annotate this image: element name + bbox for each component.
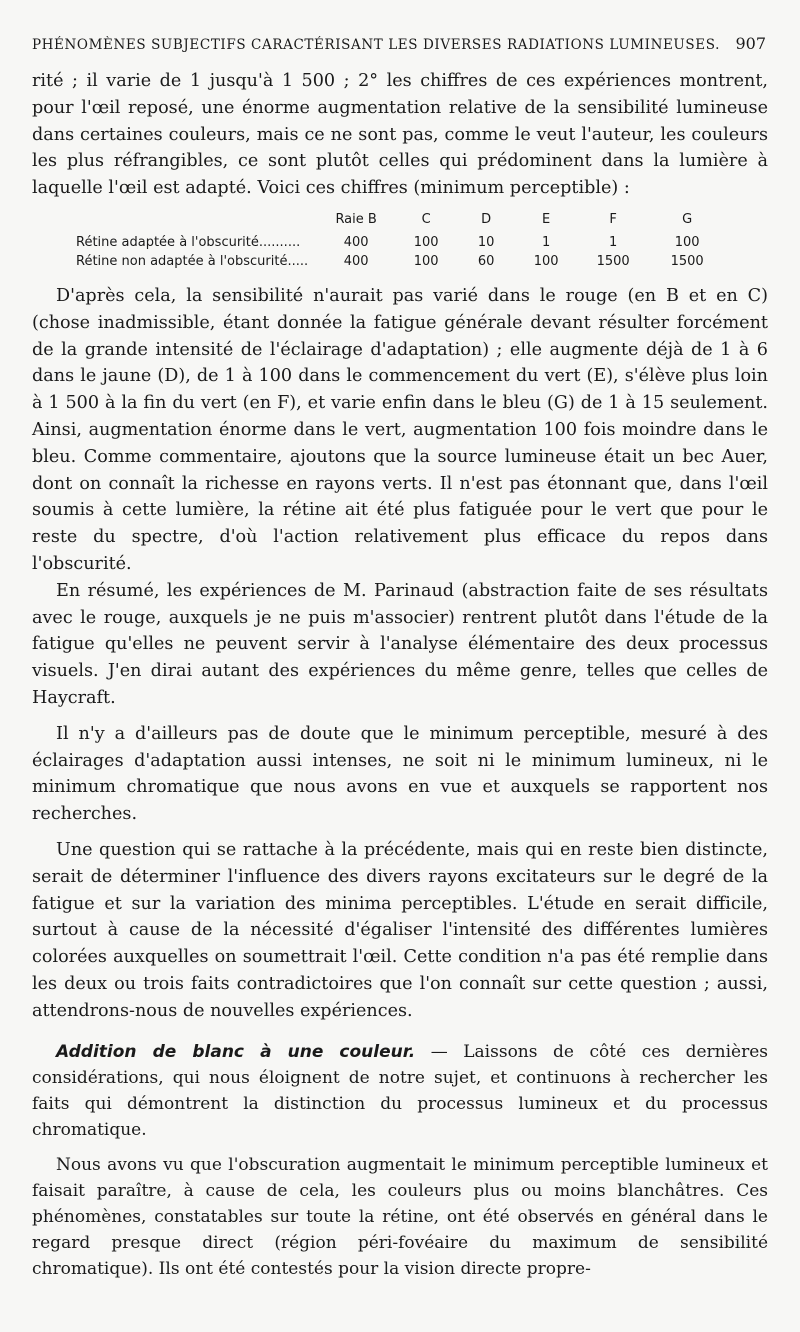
table-cell: 1500 <box>596 253 630 269</box>
table-cell: 60 <box>477 253 495 269</box>
running-title: PHÉNOMÈNES SUBJECTIFS CARACTÉRISANT LES DIVERSES RADIATIONS LUMINEUSES. <box>32 37 720 53</box>
table-row-label: Rétine adaptée à l'obscurité.......... <box>76 234 301 250</box>
table-cell: 1 <box>541 234 551 250</box>
paragraph-1: rité ; il varie de 1 jusqu'à 1 500 ; 2° les chiffres de ces expériences montrent, pour l'œil reposé, une énorme augmentation relative de la sensibilité lumineuse dans certaines couleurs, mais ce ne sont pas, comme le veut l'auteur, les couleurs les plus réfrangibles, ce sont plutôt celles qui prédominent dans la lumière à laquelle l'œil est adapté. Voici ces chiffres (minimum perceptible) : <box>32 71 768 199</box>
body-text <box>32 68 768 1282</box>
section-addition-blanc <box>32 1039 768 1282</box>
paragraph-4: Il n'y a d'ailleurs pas de doute que le minimum perceptible, mesuré à des éclairages d'adaptation aussi intenses, ne soit ni le minimum lumineux, ni le minimum chromatique que nous avons en vue et auxquels se rapportent nos recherches. <box>32 723 768 825</box>
table-cell: 10 <box>477 234 495 250</box>
table-header-cell: E <box>542 211 551 227</box>
table-cell: 400 <box>343 234 369 250</box>
paragraph-2: D'après cela, la sensibilité n'aurait pas varié dans le rouge (en B et en C) (chose inadmissible, étant donnée la fatigue générale devant résulter forcément de la grande intensité de l'éclairage d'adaptation) ; elle augmente déjà de 1 à 6 dans le jaune (D), de 1 à 100 dans le commencement du vert (E), s'élève plus loin à 1 500 à la fin du vert (en F), et varie enfin dans le bleu (G) de 1 à 15 seulement. Ainsi, augmentation énorme dans le vert, augmentation 100 fois moindre dans le bleu. Comme commentaire, ajoutons que la source lumineuse était un bec Auer, dont on connaît la richesse en rayons verts. Il n'est pas étonnant que, dans l'œil soumis à cette lumière, la rétine ait été plus fatiguée pour le vert que pour le reste du spectre, d'où l'action relativement plus efficace du repos dans l'obscurité. <box>32 285 768 574</box>
paragraph-5: Une question qui se rattache à la précédente, mais qui en reste bien distincte, serait de déterminer l'influence des divers rayons excitateurs sur le degré de la fatigue et sur la variation des minima perceptibles. L'étude en serait difficile, surtout à cause de la nécessité d'égaliser l'intensité des différentes lumières colorées auxquelles on soumettrait l'œil. Cette condition n'a pas été remplie dans les deux ou trois faits contradictoires que l'on connaît sur cette question ; aussi, attendrons-nous de nouvelles expériences. <box>32 839 768 1021</box>
paragraph-6-text: — Laissons de côté ces dernières considérations, qui nous éloignent de notre sujet, et continuons à rechercher les faits qui démontrent la distinction du processus lumineux et du processus chromatique. <box>32 1041 768 1140</box>
section-heading: Addition de blanc à une couleur. <box>56 1041 416 1062</box>
table-header-cell: G <box>682 211 693 227</box>
table-row <box>72 252 724 271</box>
table-header-cell <box>72 212 316 233</box>
table-cell: 100 <box>674 234 700 250</box>
table-cell: 100 <box>533 253 559 269</box>
running-header <box>32 34 766 53</box>
table-header-cell: D <box>481 211 492 227</box>
table-row-label: Rétine non adaptée à l'obscurité..... <box>76 253 309 269</box>
table-header-cell: C <box>421 211 431 227</box>
table-cell: 1500 <box>670 253 704 269</box>
table-cell: 100 <box>413 253 439 269</box>
table-cell: 1 <box>608 234 618 250</box>
table-row <box>72 233 724 252</box>
paragraph-6 <box>32 1039 768 1143</box>
table-cell: 400 <box>343 253 369 269</box>
table-header-row <box>72 212 724 233</box>
page-number: 907 <box>735 34 766 53</box>
data-table <box>72 212 724 271</box>
table-header-cell: F <box>609 211 617 227</box>
paragraph-7: Nous avons vu que l'obscuration augmentait le minimum perceptible lumineux et faisait paraître, à cause de cela, les couleurs plus ou moins blanchâtres. Ces phénomènes, constatables sur toute la rétine, ont été observés en général dans le regard presque direct (région péri-fovéaire du maximum de sensibilité chromatique). Ils ont été contestés pour la vision directe propre- <box>32 1154 768 1279</box>
paragraph-3: En résumé, les expériences de M. Parinaud (abstraction faite de ses résultats avec le rouge, auxquels je ne puis m'associer) rentrent plutôt dans l'étude de la fatigue qu'elles ne peuvent servir à l'analyse élémentaire des deux processus visuels. J'en dirai autant des expériences du même genre, telles que celles de Haycraft. <box>32 580 768 708</box>
table-cell: 100 <box>413 234 439 250</box>
table-header-cell: Raie B <box>335 211 377 227</box>
